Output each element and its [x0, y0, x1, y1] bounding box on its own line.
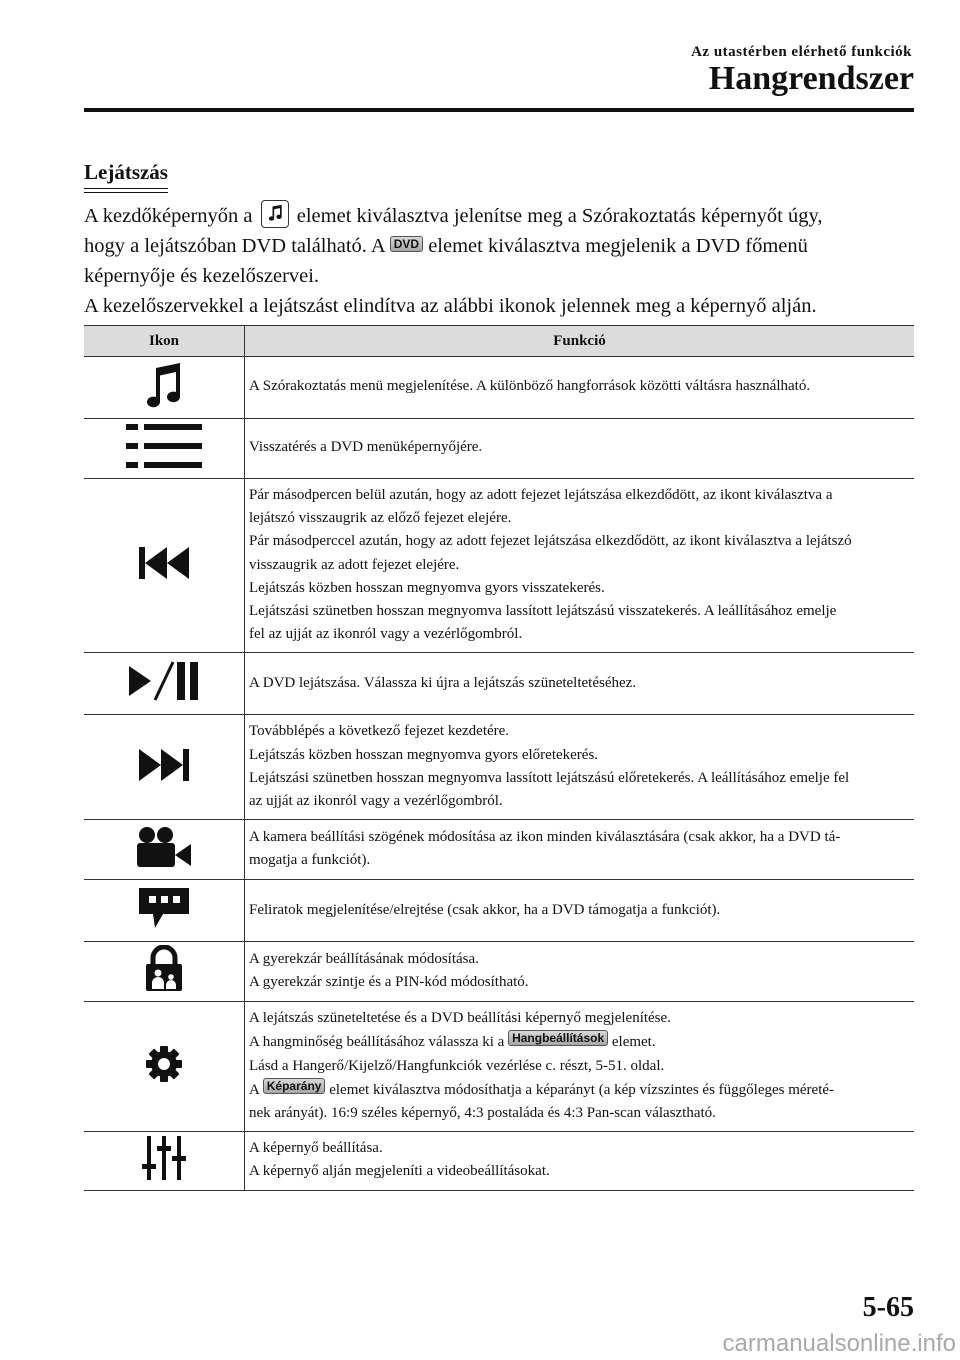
skip-previous-icon — [137, 545, 191, 586]
row-text — [249, 1078, 906, 1102]
row-text: Továbblépés a következő fejezet kezdetére. — [249, 723, 510, 740]
row-text: Visszatérés a DVD menüképernyőjére. — [249, 439, 483, 456]
intro-text — [84, 200, 914, 321]
icon-function-table — [84, 325, 914, 1191]
aspect-ratio-button[interactable]: Képarány — [263, 1078, 326, 1094]
menu-list-icon — [124, 422, 204, 475]
row-text — [249, 1030, 906, 1054]
play-pause-icon — [127, 660, 201, 707]
table-row — [84, 942, 914, 1002]
row-text: Lejátszás közben hosszan megnyomva gyors előretekerés. — [249, 746, 599, 763]
row-text-part: elemet kiválasztva módosíthatja a képarányt (a kép vízszintes és függőleges méreté- — [329, 1081, 835, 1098]
equalizer-icon — [141, 1134, 187, 1187]
row-text-part: A hangminőség beállításához válassza ki a — [249, 1034, 505, 1051]
music-note-icon — [261, 200, 289, 228]
chapter-title: Hangrendszer — [708, 60, 914, 97]
row-text: lejátszó visszaugrik az előző fejezet elejére. — [249, 510, 512, 527]
table-row — [84, 880, 914, 942]
table-row — [84, 715, 914, 820]
table-row — [84, 820, 914, 880]
row-text: A gyerekzár szintje és a PIN-kód módosítható. — [249, 974, 529, 991]
row-text: A képernyő alján megjeleníti a videobeállításokat. — [249, 1163, 550, 1180]
intro-text-part: hogy a lejátszóban DVD található. A — [84, 235, 385, 257]
sound-settings-button[interactable]: Hangbeállítások — [508, 1030, 608, 1046]
row-text: visszaugrik az adott fejezet elejére. — [249, 556, 460, 573]
intro-text-part: képernyője és kezelőszervei. — [84, 265, 320, 287]
table-row — [84, 357, 914, 419]
row-text: Feliratok megjelenítése/elrejtése (csak akkor, ha a DVD támogatja a funkciót). — [249, 901, 721, 918]
table-header-row — [84, 326, 914, 357]
row-text: Pár másodperccel azután, hogy az adott fejezet lejátszása elkezdődött, az ikont kiválasztva a lejátszó — [249, 533, 852, 550]
row-text: mogatja a funkciót). — [249, 852, 371, 869]
row-text: Pár másodpercen belül azután, hogy az adott fejezet lejátszása elkezdődött, az ikont kiválasztva a — [249, 487, 833, 503]
row-text: az ujját az ikonról vagy a vezérlőgombról. — [249, 793, 503, 810]
music-note-icon — [142, 362, 186, 413]
camera-angle-icon — [135, 825, 193, 874]
column-header-function: Funkció — [245, 326, 915, 357]
page-number: 5-65 — [862, 1292, 914, 1323]
row-text: fel az ujját az ikonról vagy a vezérlőgombról. — [249, 626, 523, 643]
column-header-icon: Ikon — [84, 326, 245, 357]
row-text: A kamera beállítási szögének módosítása az ikon minden kiválasztására (csak akkor, ha a DVD tá- — [249, 829, 841, 846]
row-text: Lásd a Hangerő/Kijelző/Hangfunkciók vezérlése c. részt, 5-51. oldal. — [249, 1057, 665, 1074]
gear-icon — [144, 1044, 184, 1089]
row-text-part: A — [249, 1081, 260, 1098]
intro-paragraph-2: A kezelőszervekkel a lejátszást elindítva az alábbi ikonok jelennek meg a képernyő alján. — [84, 295, 817, 317]
row-text: nek arányát). 16:9 széles képernyő, 4:3 postaláda és 4:3 Pan-scan választható. — [249, 1105, 716, 1122]
table-row — [84, 1002, 914, 1132]
section-title: Lejátszás — [84, 160, 168, 189]
subtitle-icon — [137, 886, 191, 935]
row-text: Lejátszás közben hosszan megnyomva gyors visszatekerés. — [249, 579, 605, 596]
child-lock-icon — [144, 945, 184, 998]
table-row — [84, 1132, 914, 1190]
watermark-text: carmanualsonline.info — [722, 1330, 956, 1357]
header-divider — [84, 108, 914, 112]
table-row — [84, 479, 914, 653]
intro-text-part: elemet kiválasztva jelenítse meg a Szórakoztatás képernyőt úgy, — [296, 205, 823, 227]
row-text: A DVD lejátszása. Válassza ki újra a lejátszás szüneteltetéséhez. — [249, 674, 637, 691]
table-row — [84, 653, 914, 715]
chapter-subtitle: Az utastérben elérhető funkciók — [691, 44, 912, 60]
row-text-part: elemet. — [611, 1034, 656, 1051]
intro-paragraph-1 — [84, 200, 914, 291]
row-text: Lejátszási szünetben hosszan megnyomva lassított lejátszású előretekerés. A leállításához emelje fel — [249, 769, 850, 786]
intro-text-part: A kezdőképernyőn a — [84, 205, 253, 227]
dvd-button[interactable]: DVD — [390, 236, 423, 252]
row-text: A lejátszás szüneteltetése és a DVD beállítási képernyő megjelenítése. — [249, 1010, 671, 1027]
row-text: Lejátszási szünetben hosszan megnyomva lassított lejátszású visszatekerés. A leállításához emelje — [249, 603, 837, 620]
table-row — [84, 419, 914, 479]
skip-next-icon — [137, 747, 191, 788]
row-text: A gyerekzár beállításának módosítása. — [249, 951, 479, 968]
row-text: A Szórakoztatás menü megjelenítése. A különböző hangforrások közötti váltásra használható. — [249, 378, 811, 395]
intro-text-part: elemet kiválasztva megjelenik a DVD főmenü — [428, 235, 808, 257]
row-text: A képernyő beállítása. — [249, 1140, 383, 1157]
